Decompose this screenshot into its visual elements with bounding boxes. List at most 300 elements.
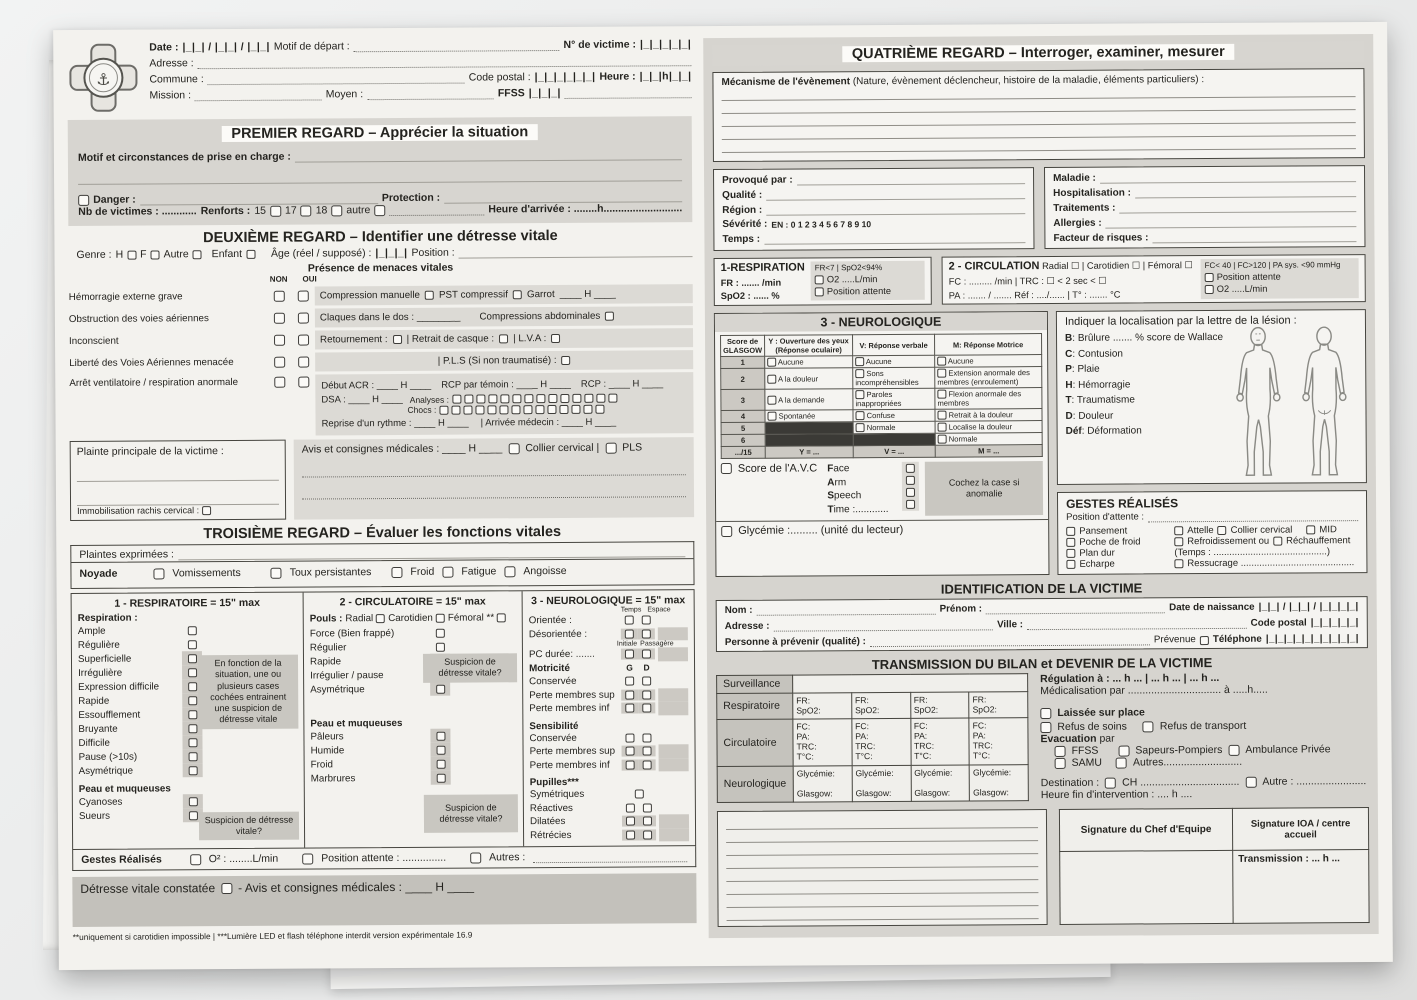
circulation-pulses[interactable]: Radial ☐ | Carotidien ☐ | Fémoral ☐ bbox=[1042, 260, 1193, 272]
heure-cells[interactable]: |_|_|h|_|_| bbox=[639, 70, 692, 83]
neuro-checkbox[interactable] bbox=[626, 747, 635, 756]
pouls-radial-checkbox[interactable] bbox=[376, 614, 385, 623]
non-checkbox[interactable] bbox=[274, 334, 285, 345]
premier-regard-title: PREMIER REGARD – Apprécier la situation bbox=[221, 124, 538, 142]
non-checkbox[interactable] bbox=[273, 290, 284, 301]
maladie-field[interactable] bbox=[1100, 170, 1356, 184]
circ-peau-checkbox[interactable] bbox=[436, 773, 445, 782]
avc-checkbox[interactable] bbox=[721, 463, 732, 474]
neuro-checkbox[interactable] bbox=[625, 616, 634, 625]
victime-cells[interactable]: |_|_|_|_|_| bbox=[639, 38, 692, 51]
mid-checkbox[interactable] bbox=[1306, 525, 1315, 534]
medicalisation-field[interactable]: Médicalisation par ................................ à .....h..... bbox=[1040, 683, 1268, 698]
resp-item: Ample bbox=[77, 625, 106, 637]
ffss-field[interactable] bbox=[565, 86, 692, 99]
circ-peau-checkbox[interactable] bbox=[436, 759, 445, 768]
genre-autre-checkbox[interactable] bbox=[193, 250, 202, 259]
signature-chef-area[interactable] bbox=[1060, 851, 1233, 925]
rcp-temoin-field[interactable]: RCP par témoin : ____ H ____ bbox=[441, 378, 571, 391]
position-attente-field[interactable]: Position attente : ............... bbox=[321, 851, 447, 865]
avis-line[interactable] bbox=[302, 463, 686, 477]
choc-checkbox[interactable] bbox=[499, 405, 508, 414]
neuro-checkbox[interactable] bbox=[642, 704, 651, 713]
glasgow-checkbox[interactable] bbox=[855, 357, 864, 366]
circ-item: Régulier bbox=[309, 641, 347, 654]
collier-cervical-g4-checkbox[interactable] bbox=[1218, 526, 1227, 535]
sensibilite-pmi-label: Perte membres inf bbox=[529, 759, 610, 771]
pls-avis-checkbox[interactable] bbox=[605, 442, 616, 453]
dest-autre-checkbox[interactable] bbox=[1245, 776, 1256, 787]
glycemie-field[interactable]: Glycémie :......... (unité du lecteur) bbox=[738, 523, 904, 537]
fast-checkbox[interactable] bbox=[906, 464, 915, 473]
choc-checkbox[interactable] bbox=[475, 405, 484, 414]
surveillance-cell[interactable]: FC: PA: TRC: T°C: bbox=[910, 718, 969, 765]
genre-f-checkbox[interactable] bbox=[151, 250, 160, 259]
laissee-checkbox[interactable] bbox=[1040, 707, 1051, 718]
qualite-field[interactable] bbox=[766, 187, 1025, 201]
oui-checkbox[interactable] bbox=[298, 377, 309, 388]
fast-list: Face Arm Speech Time :............ bbox=[827, 463, 889, 515]
choc-checkbox[interactable] bbox=[547, 405, 556, 414]
age-label: Âge (réel / supposé) : bbox=[270, 247, 372, 260]
neuro-checkbox[interactable] bbox=[643, 760, 652, 769]
temps-geste-field[interactable]: (Temps : ...........................................) bbox=[1174, 546, 1331, 559]
neuro-checkbox[interactable] bbox=[643, 747, 652, 756]
mecanisme-label: Mécanisme de l'évènement bbox=[721, 76, 851, 89]
surveillance-cell[interactable]: FR: SpO2: bbox=[969, 691, 1028, 717]
compressions-abdominales-checkbox[interactable] bbox=[605, 312, 614, 321]
evac-autres-checkbox[interactable] bbox=[1116, 757, 1127, 768]
choc-checkbox[interactable] bbox=[487, 405, 496, 414]
glasgow-checkbox[interactable] bbox=[767, 358, 776, 367]
pc-duree-field[interactable]: PC durée: ....... bbox=[528, 649, 595, 661]
fast-checkbox[interactable] bbox=[907, 500, 916, 509]
oui-checkbox[interactable] bbox=[298, 334, 309, 345]
circ-peau-checkbox[interactable] bbox=[436, 745, 445, 754]
code-postal-cells[interactable]: |_|_|_|_|_|_| bbox=[534, 70, 596, 84]
neuro-checkbox[interactable] bbox=[643, 830, 652, 839]
non-checkbox[interactable] bbox=[274, 377, 285, 388]
surveillance-table bbox=[716, 673, 1029, 803]
glasgow-checkbox[interactable] bbox=[855, 369, 864, 378]
choc-checkbox[interactable] bbox=[463, 405, 472, 414]
glasgow-checkbox[interactable] bbox=[938, 423, 947, 432]
nom-field[interactable] bbox=[756, 603, 935, 616]
glycemie-checkbox[interactable] bbox=[721, 525, 732, 536]
analyse-checkbox[interactable] bbox=[584, 394, 593, 403]
avis-consignes-field[interactable]: Avis et consignes médicales : ____ H ____ bbox=[301, 442, 503, 456]
pa-ref-temp-field[interactable]: PA : ....... / ....... Réf : ..../...... | T° : ....... °C bbox=[948, 289, 1121, 301]
mission-field[interactable] bbox=[195, 88, 322, 101]
neuro-checkbox[interactable] bbox=[625, 704, 634, 713]
resp-checkbox[interactable] bbox=[188, 668, 197, 677]
immobilisation-rachis-checkbox[interactable] bbox=[202, 506, 211, 515]
resp-checkbox[interactable] bbox=[188, 710, 197, 719]
victime-label: N° de victime : bbox=[563, 38, 637, 51]
renfort-17-label: 17 bbox=[284, 204, 297, 217]
arrivee-medecin-field[interactable]: | Arrivée médecin : ____ H ____ bbox=[480, 416, 617, 429]
o2-circ-field[interactable]: O2 .....L/min bbox=[1216, 283, 1268, 294]
resp-checkbox[interactable] bbox=[188, 682, 197, 691]
evac-samu-checkbox[interactable] bbox=[1055, 757, 1066, 768]
compression-manuelle-checkbox[interactable] bbox=[425, 291, 434, 300]
dsa-field[interactable]: DSA : ____ H ____ bbox=[321, 393, 403, 406]
signature-ioa-area[interactable] bbox=[1233, 850, 1369, 924]
facteur-risques-label: Facteur de risques : bbox=[1053, 232, 1149, 244]
oui-checkbox[interactable] bbox=[298, 356, 309, 367]
danger-label: Danger : bbox=[93, 193, 136, 206]
surveillance-cell[interactable] bbox=[793, 674, 1028, 693]
analyse-checkbox[interactable] bbox=[572, 394, 581, 403]
ville-field[interactable] bbox=[1027, 617, 1247, 630]
glasgow-v-total[interactable]: V = ... bbox=[853, 445, 935, 458]
collier-cervical-checkbox[interactable] bbox=[508, 443, 519, 454]
region-field[interactable] bbox=[766, 202, 1025, 216]
genre-enfant-checkbox[interactable] bbox=[246, 249, 255, 258]
choc-checkbox[interactable] bbox=[439, 405, 448, 414]
evac-sp-checkbox[interactable] bbox=[1118, 745, 1129, 756]
renfort-15-checkbox[interactable] bbox=[270, 205, 281, 216]
neuro-checkbox[interactable] bbox=[635, 790, 644, 799]
retournement-checkbox[interactable] bbox=[393, 335, 402, 344]
evac-autres-field[interactable]: Autres........................... bbox=[1132, 755, 1243, 769]
position-attente-vitals-checkbox[interactable] bbox=[815, 287, 824, 296]
lesion-title: Indiquer la localisation par la lettre de la lésion : bbox=[1064, 314, 1297, 328]
garrot-heure-field[interactable]: ____ H ____ bbox=[559, 288, 616, 300]
surveillance-cell[interactable]: FR: SpO2: bbox=[910, 692, 969, 718]
refus-soins-label: Refus de soins bbox=[1057, 720, 1127, 733]
ffss-cells[interactable]: |_|_|_| bbox=[528, 86, 561, 100]
position-attente-checkbox[interactable] bbox=[302, 853, 313, 864]
mecanisme-line[interactable] bbox=[722, 136, 1356, 153]
neuro-checkbox[interactable] bbox=[625, 690, 634, 699]
peau-muqueuses-label: Peau et muqueuses bbox=[78, 783, 171, 795]
svg-text:⚓: ⚓ bbox=[96, 71, 111, 89]
glasgow-checkbox[interactable] bbox=[855, 390, 864, 399]
autres-field[interactable] bbox=[533, 850, 687, 863]
glasgow-checkbox[interactable] bbox=[937, 357, 946, 366]
choc-checkbox[interactable] bbox=[535, 405, 544, 414]
sueurs-checkbox[interactable] bbox=[188, 811, 197, 820]
evac-ap-checkbox[interactable] bbox=[1228, 744, 1239, 755]
glasgow-checkbox[interactable] bbox=[938, 435, 947, 444]
choc-checkbox[interactable] bbox=[523, 405, 532, 414]
neuro-checkbox[interactable] bbox=[625, 629, 634, 638]
protection-label: Protection : bbox=[381, 191, 441, 205]
oui-checkbox[interactable] bbox=[297, 312, 308, 323]
surveillance-cell[interactable]: FR: SpO2: bbox=[793, 692, 852, 718]
prevenue-checkbox[interactable] bbox=[1200, 636, 1209, 645]
glasgow-total[interactable]: .../15 bbox=[721, 446, 765, 458]
non-checkbox[interactable] bbox=[273, 312, 284, 323]
pst-compressif-label: PST compressif bbox=[438, 289, 508, 301]
danger-field[interactable] bbox=[140, 192, 378, 205]
glasgow-col-score: Score de GLASGOW bbox=[721, 335, 765, 356]
lva-checkbox[interactable] bbox=[551, 334, 560, 343]
glasgow-checkbox[interactable] bbox=[937, 369, 946, 378]
neuro-checkbox[interactable] bbox=[642, 690, 651, 699]
signature-chef-label: Signature du Chef d'Equipe bbox=[1059, 808, 1232, 851]
severite-scale[interactable]: EN : 0 1 2 3 4 5 6 7 8 9 10 bbox=[771, 218, 872, 230]
choc-checkbox[interactable] bbox=[583, 404, 592, 413]
danger-checkbox[interactable] bbox=[78, 195, 89, 206]
motif-depart-field[interactable] bbox=[354, 39, 560, 52]
circ-checkbox[interactable] bbox=[435, 628, 444, 637]
analyse-checkbox[interactable] bbox=[512, 394, 521, 403]
fc-trc-field[interactable]: FC : ......... /min | TRC : ☐ < 2 sec < ☐ bbox=[948, 275, 1107, 287]
vomissements-checkbox[interactable] bbox=[153, 568, 164, 579]
body-back-diagram[interactable] bbox=[1291, 326, 1358, 478]
prenom-field[interactable] bbox=[986, 601, 1165, 614]
neuro-checkbox[interactable] bbox=[643, 803, 652, 812]
transmission-heure-field[interactable]: Transmission : ... h ... bbox=[1238, 853, 1340, 866]
oui-checkbox[interactable] bbox=[297, 290, 308, 301]
neuro-checkbox[interactable] bbox=[626, 803, 635, 812]
non-checkbox[interactable] bbox=[274, 356, 285, 367]
claques-dos-label[interactable]: Claques dans le dos : ________ bbox=[319, 311, 461, 324]
echarpe-checkbox[interactable] bbox=[1066, 560, 1075, 569]
section-premier-regard bbox=[68, 116, 693, 226]
neuro-checkbox[interactable] bbox=[625, 733, 634, 742]
autres-checkbox[interactable] bbox=[470, 852, 481, 863]
reprise-rythme-field[interactable]: Reprise d'un rythme : ____ H ____ bbox=[321, 417, 469, 430]
analyse-checkbox[interactable] bbox=[452, 395, 461, 404]
analyse-checkbox[interactable] bbox=[548, 394, 557, 403]
choc-checkbox[interactable] bbox=[571, 404, 580, 413]
fatigue-label: Fatigue bbox=[461, 565, 497, 578]
resp-checkbox[interactable] bbox=[188, 766, 197, 775]
analyse-checkbox[interactable] bbox=[524, 394, 533, 403]
resp-checkbox[interactable] bbox=[187, 626, 196, 635]
motif-circonstances-field[interactable] bbox=[295, 148, 682, 162]
glasgow-m-total[interactable]: M = ... bbox=[935, 445, 1042, 458]
neuro-checkbox[interactable] bbox=[626, 830, 635, 839]
adresse-field[interactable] bbox=[198, 54, 692, 69]
plainte-field[interactable] bbox=[77, 469, 279, 482]
choc-checkbox[interactable] bbox=[559, 404, 568, 413]
glasgow-checkbox[interactable] bbox=[767, 374, 776, 383]
analyse-checkbox[interactable] bbox=[464, 395, 473, 404]
position-attente-field[interactable] bbox=[1148, 509, 1358, 522]
motif-circonstances-field2[interactable] bbox=[78, 169, 682, 185]
date-naissance-cells[interactable]: |_|_| / |_|_| / |_|_|_|_| bbox=[1258, 601, 1359, 613]
date-cells[interactable]: |_|_| / |_|_| / |_|_| bbox=[182, 40, 270, 54]
analyse-checkbox[interactable] bbox=[596, 394, 605, 403]
surveillance-cell[interactable]: Glycémie: Glasgow: bbox=[911, 765, 970, 802]
o2-vitals-field[interactable]: O2 .....L/min bbox=[826, 274, 878, 285]
neuro-checkbox[interactable] bbox=[626, 817, 635, 826]
neuro-checkbox[interactable] bbox=[642, 629, 651, 638]
personne-prevenir-field[interactable] bbox=[870, 633, 1150, 647]
gestes-realises-label: Gestes Réalisés bbox=[81, 853, 162, 866]
notes-box[interactable] bbox=[717, 809, 1048, 927]
glasgow-checkbox[interactable] bbox=[937, 390, 946, 399]
lesion-box bbox=[1056, 309, 1367, 485]
neuro-checkbox[interactable] bbox=[642, 733, 651, 742]
o2-vitals-checkbox[interactable] bbox=[815, 275, 824, 284]
renfort-autre-checkbox[interactable] bbox=[374, 205, 385, 216]
choc-checkbox[interactable] bbox=[451, 405, 460, 414]
circ-item: Force (Bien frappé) bbox=[309, 627, 395, 640]
ressucrage-field[interactable]: Ressucrage ........................................... bbox=[1187, 557, 1355, 570]
section-quatrieme-regard bbox=[712, 41, 1364, 66]
hospitalisation-field[interactable] bbox=[1135, 185, 1356, 198]
resp-checkbox[interactable] bbox=[188, 752, 197, 761]
initiale-label: Initiale bbox=[616, 640, 638, 648]
circ-checkbox[interactable] bbox=[435, 642, 444, 651]
surveillance-cell[interactable]: FC: PA: TRC: T°C: bbox=[852, 718, 911, 765]
rcp-field[interactable]: RCP : ____ H ____ bbox=[580, 378, 664, 390]
adresse-victime-field[interactable] bbox=[773, 618, 993, 631]
rechauffement-checkbox[interactable] bbox=[1273, 537, 1282, 546]
genre-h-checkbox[interactable] bbox=[127, 250, 136, 259]
o2-circ-checkbox[interactable] bbox=[1205, 284, 1214, 293]
facteur-risques-field[interactable] bbox=[1152, 230, 1356, 243]
pouls-carotidien-checkbox[interactable] bbox=[436, 614, 445, 623]
vomissements-label: Vomissements bbox=[172, 566, 241, 580]
angoisse-checkbox[interactable] bbox=[504, 566, 515, 577]
detresse-vitale-band bbox=[72, 873, 696, 927]
o2-checkbox[interactable] bbox=[190, 854, 201, 865]
position-field[interactable] bbox=[459, 245, 693, 258]
o2-field[interactable]: O² : ........L/min bbox=[208, 852, 279, 866]
temps-field[interactable] bbox=[764, 231, 1025, 245]
neuro-checkbox[interactable] bbox=[643, 817, 652, 826]
choc-checkbox[interactable] bbox=[511, 405, 520, 414]
renfort-autre-field[interactable] bbox=[389, 203, 484, 216]
resp-checkbox[interactable] bbox=[187, 654, 196, 663]
body-front-diagram[interactable] bbox=[1225, 327, 1292, 479]
spo2-field[interactable]: SpO2 : ...... % bbox=[720, 290, 780, 302]
froid-checkbox[interactable] bbox=[391, 566, 402, 577]
resp-suspicion: Suspicion de détresse vitale? bbox=[199, 811, 299, 840]
code-postal-victime-cells[interactable]: |_|_|_|_|_| bbox=[1310, 617, 1359, 629]
non-column-label: NON bbox=[269, 274, 288, 284]
angoisse-label: Angoisse bbox=[523, 564, 567, 578]
pupilles-symetriques-label: Symétriques bbox=[529, 789, 585, 801]
renfort-17-checkbox[interactable] bbox=[301, 205, 312, 216]
glasgow-blocked-cell bbox=[765, 434, 853, 447]
retrait-casque-checkbox[interactable] bbox=[499, 334, 508, 343]
neuro-checkbox[interactable] bbox=[625, 677, 634, 686]
neuro-checkbox[interactable] bbox=[642, 650, 651, 659]
position-attente-circ-checkbox[interactable] bbox=[1205, 272, 1214, 281]
telephone-cells[interactable]: |_|_|_|_|_|_|_|_|_|_| bbox=[1265, 633, 1359, 645]
resp-checkbox[interactable] bbox=[187, 640, 196, 649]
resp-checkbox[interactable] bbox=[188, 724, 197, 733]
glasgow-y-total[interactable]: Y = ... bbox=[765, 446, 853, 459]
pst-compressif-checkbox[interactable] bbox=[513, 290, 522, 299]
age-cells[interactable]: |_|_|_| bbox=[375, 246, 408, 260]
collier-cervical-label: Collier cervical | bbox=[525, 441, 600, 455]
cyanoses-checkbox[interactable] bbox=[188, 797, 197, 806]
resp-checkbox[interactable] bbox=[188, 696, 197, 705]
gestes-realises-box bbox=[1057, 490, 1368, 575]
ressucrage-checkbox[interactable] bbox=[1174, 559, 1183, 568]
fast-checkbox[interactable] bbox=[906, 476, 915, 485]
heure-fin-field[interactable]: Heure fin d'intervention : .... h .... bbox=[1040, 788, 1193, 802]
surveillance-cell[interactable]: FC: PA: TRC: T°C: bbox=[969, 717, 1028, 764]
analyse-checkbox[interactable] bbox=[608, 394, 617, 403]
neuro-checkbox[interactable] bbox=[625, 650, 634, 659]
circ-peau-checkbox[interactable] bbox=[436, 731, 445, 740]
analyse-checkbox[interactable] bbox=[536, 394, 545, 403]
surveillance-cell[interactable]: Glycémie: Glasgow: bbox=[969, 764, 1028, 801]
circulatoire-title: 2 - CIRCULATOIRE = 15" max bbox=[339, 595, 486, 609]
traitements-field[interactable] bbox=[1119, 200, 1356, 213]
fast-checkbox[interactable] bbox=[906, 488, 915, 497]
regulation-field[interactable]: Régulation à : ... h ... | ... h ... | ... h ... bbox=[1040, 671, 1220, 686]
circ-checkbox[interactable] bbox=[436, 684, 445, 693]
refus-soins-checkbox[interactable] bbox=[1040, 721, 1051, 732]
surveillance-cell[interactable]: FC: PA: TRC: T°C: bbox=[793, 718, 852, 765]
neuro-checkbox[interactable] bbox=[642, 616, 651, 625]
refroidissement-checkbox[interactable] bbox=[1174, 537, 1183, 546]
renfort-18-checkbox[interactable] bbox=[331, 205, 342, 216]
debut-acr-field[interactable]: Début ACR : ____ H ____ bbox=[321, 379, 432, 392]
avis-consignes2-field[interactable]: - Avis et consignes médicales : ____ H ____ bbox=[238, 879, 475, 895]
surveillance-cell[interactable]: Glycémie: Glasgow: bbox=[852, 765, 911, 802]
provoque-field[interactable] bbox=[797, 172, 1025, 185]
pouls-femoral-checkbox[interactable] bbox=[497, 613, 506, 622]
glasgow-col-verbale: V: Réponse verbale bbox=[853, 334, 935, 356]
dest-autre-field[interactable]: Autre : ........................ bbox=[1262, 775, 1367, 788]
choc-checkbox[interactable] bbox=[595, 404, 604, 413]
pupilles-dilatees-label: Dilatées bbox=[529, 816, 566, 828]
retrait-casque-label: | Retrait de casque : bbox=[406, 333, 495, 345]
glasgow-checkbox[interactable] bbox=[856, 423, 865, 432]
avis-line2[interactable] bbox=[302, 485, 686, 499]
surveillance-cell[interactable]: Glycémie: Glasgow: bbox=[793, 765, 852, 802]
glasgow-checkbox[interactable] bbox=[937, 411, 946, 420]
fr-field[interactable]: FR : ....... /min bbox=[720, 277, 782, 289]
surveillance-cell[interactable]: FR: SpO2: bbox=[851, 692, 910, 718]
pls-checkbox[interactable] bbox=[562, 356, 571, 365]
analyse-checkbox[interactable] bbox=[488, 394, 497, 403]
commune-field[interactable] bbox=[208, 72, 465, 86]
analyse-checkbox[interactable] bbox=[476, 394, 485, 403]
dest-ch-checkbox[interactable] bbox=[1105, 777, 1116, 788]
detresse-vitale-checkbox[interactable] bbox=[221, 883, 232, 894]
glasgow-checkbox[interactable] bbox=[767, 412, 776, 421]
poche-froid-checkbox[interactable] bbox=[1066, 538, 1075, 547]
allergies-field[interactable] bbox=[1106, 215, 1357, 229]
heure-arrivee-label: Heure d'arrivée : ........h........................... bbox=[488, 202, 683, 216]
pouls-carotidien-label: Carotidien bbox=[388, 612, 433, 625]
analyse-checkbox[interactable] bbox=[500, 394, 509, 403]
pansement-checkbox[interactable] bbox=[1066, 527, 1075, 536]
dest-ch-field[interactable]: CH .................................. bbox=[1122, 775, 1240, 789]
glasgow-checkbox[interactable] bbox=[767, 395, 776, 404]
moyen-field[interactable] bbox=[367, 87, 494, 100]
right-column bbox=[703, 34, 1378, 938]
neuro-checkbox[interactable] bbox=[626, 760, 635, 769]
glasgow-checkbox[interactable] bbox=[855, 411, 864, 420]
fatigue-checkbox[interactable] bbox=[442, 566, 453, 577]
plan-dur-checkbox[interactable] bbox=[1066, 549, 1075, 558]
signature-table bbox=[1059, 807, 1370, 925]
evac-ffss-checkbox[interactable] bbox=[1055, 745, 1066, 756]
attelle-checkbox[interactable] bbox=[1174, 526, 1183, 535]
neuro-checkbox[interactable] bbox=[642, 677, 651, 686]
analyse-checkbox[interactable] bbox=[560, 394, 569, 403]
refus-transport-checkbox[interactable] bbox=[1143, 721, 1154, 732]
sensibilite-pms-label: Perte membres sup bbox=[529, 745, 616, 758]
genre-autre-label: Autre bbox=[163, 248, 189, 261]
menace-row-lva-menacee bbox=[69, 350, 693, 373]
resp-checkbox[interactable] bbox=[188, 738, 197, 747]
toux-checkbox[interactable] bbox=[271, 567, 282, 578]
